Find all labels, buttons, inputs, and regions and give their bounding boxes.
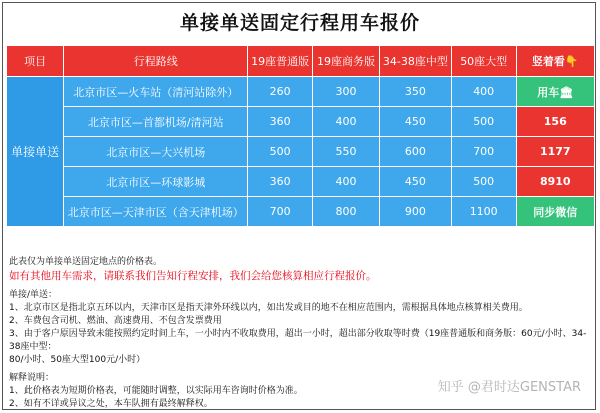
explain-item: 2、如有不详或异议之处，本车队拥有最终解释权。 — [9, 399, 213, 409]
explain-item: 1、此价格表为短期价格表，可能随时调整，以实际用车咨询时价格为准。 — [9, 386, 303, 396]
price-cell: 500 — [451, 107, 516, 137]
note-item: 2、车费包含司机、燃油、高速费用、不包含发票费用 — [9, 316, 222, 326]
price-cell: 550 — [313, 137, 380, 167]
route-cell: 北京市区—环球影城 — [64, 167, 248, 197]
table-row — [7, 107, 595, 137]
route-cell: 北京市区—火车站（清河站除外） — [64, 77, 248, 107]
route-cell: 北京市区—大兴机场 — [64, 137, 248, 167]
col-header-item: 项目 — [7, 46, 64, 77]
price-cell: 400 — [313, 167, 380, 197]
price-sheet — [2, 2, 596, 410]
price-cell: 350 — [379, 77, 451, 107]
price-cell: 700 — [248, 197, 313, 227]
note-line: 此表仅为单接单送固定地点的价格表。 — [9, 257, 163, 267]
price-table — [6, 45, 595, 227]
price-cell: 1100 — [451, 197, 516, 227]
note-item: 3、由于客户原因导致未能按照约定时间上车，一小时内不收取费用，超出一小时，超出部分收取等时费（19座普通版和商务版：60元/小时、34-38座中型： — [9, 329, 587, 352]
table-row — [7, 197, 595, 227]
price-cell: 500 — [248, 137, 313, 167]
page-title: 单接单送固定行程用车报价 — [179, 12, 420, 34]
price-cell: 300 — [313, 77, 380, 107]
table-row — [7, 167, 595, 197]
promo-cell: 同步微信 — [516, 197, 594, 227]
table-row — [7, 77, 595, 107]
explain-heading: 解释说明： — [9, 373, 55, 383]
table-header-row — [7, 46, 595, 77]
col-header-34-38-medium: 34-38座中型 — [379, 46, 451, 77]
col-header-50-large: 50座大型 — [451, 46, 516, 77]
note-item-continued: 80/小时、50座大型100元/小时） — [9, 355, 146, 365]
price-cell: 700 — [451, 137, 516, 167]
table-row — [7, 137, 595, 167]
promo-cell: 用车🏛 — [516, 77, 594, 107]
col-header-promo: 竖着看👇 — [516, 46, 594, 77]
price-cell: 500 — [451, 167, 516, 197]
price-cell: 360 — [248, 107, 313, 137]
promo-cell: 156 — [516, 107, 594, 137]
price-cell: 900 — [379, 197, 451, 227]
col-header-19-standard: 19座普通版 — [248, 46, 313, 77]
price-cell: 360 — [248, 167, 313, 197]
price-cell: 600 — [379, 137, 451, 167]
promo-cell: 1177 — [516, 137, 594, 167]
price-cell: 450 — [379, 107, 451, 137]
note-item: 1、北京市区是指北京五环以内，天津市区是指天津外环线以内，如出发或目的地不在相应范围内，需根据具体地点核算相关费用。 — [9, 303, 528, 313]
section-heading: 单接/单送： — [9, 290, 58, 300]
price-cell: 400 — [313, 107, 380, 137]
route-cell: 北京市区—首都机场/清河站 — [64, 107, 248, 137]
price-cell: 260 — [248, 77, 313, 107]
category-cell: 单接单送 — [7, 77, 64, 227]
promo-cell: 8910 — [516, 167, 594, 197]
price-cell: 450 — [379, 167, 451, 197]
price-cell: 800 — [313, 197, 380, 227]
contact-note: 如有其他用车需求，请联系我们告知行程安排，我们会给您核算相应行程报价。 — [9, 270, 377, 282]
price-cell: 400 — [451, 77, 516, 107]
watermark: 知乎 @君时达GENSTAR — [437, 380, 581, 395]
col-header-19-business: 19座商务版 — [313, 46, 380, 77]
route-cell: 北京市区—天津市区（含天津机场） — [64, 197, 248, 227]
col-header-route: 行程路线 — [64, 46, 248, 77]
